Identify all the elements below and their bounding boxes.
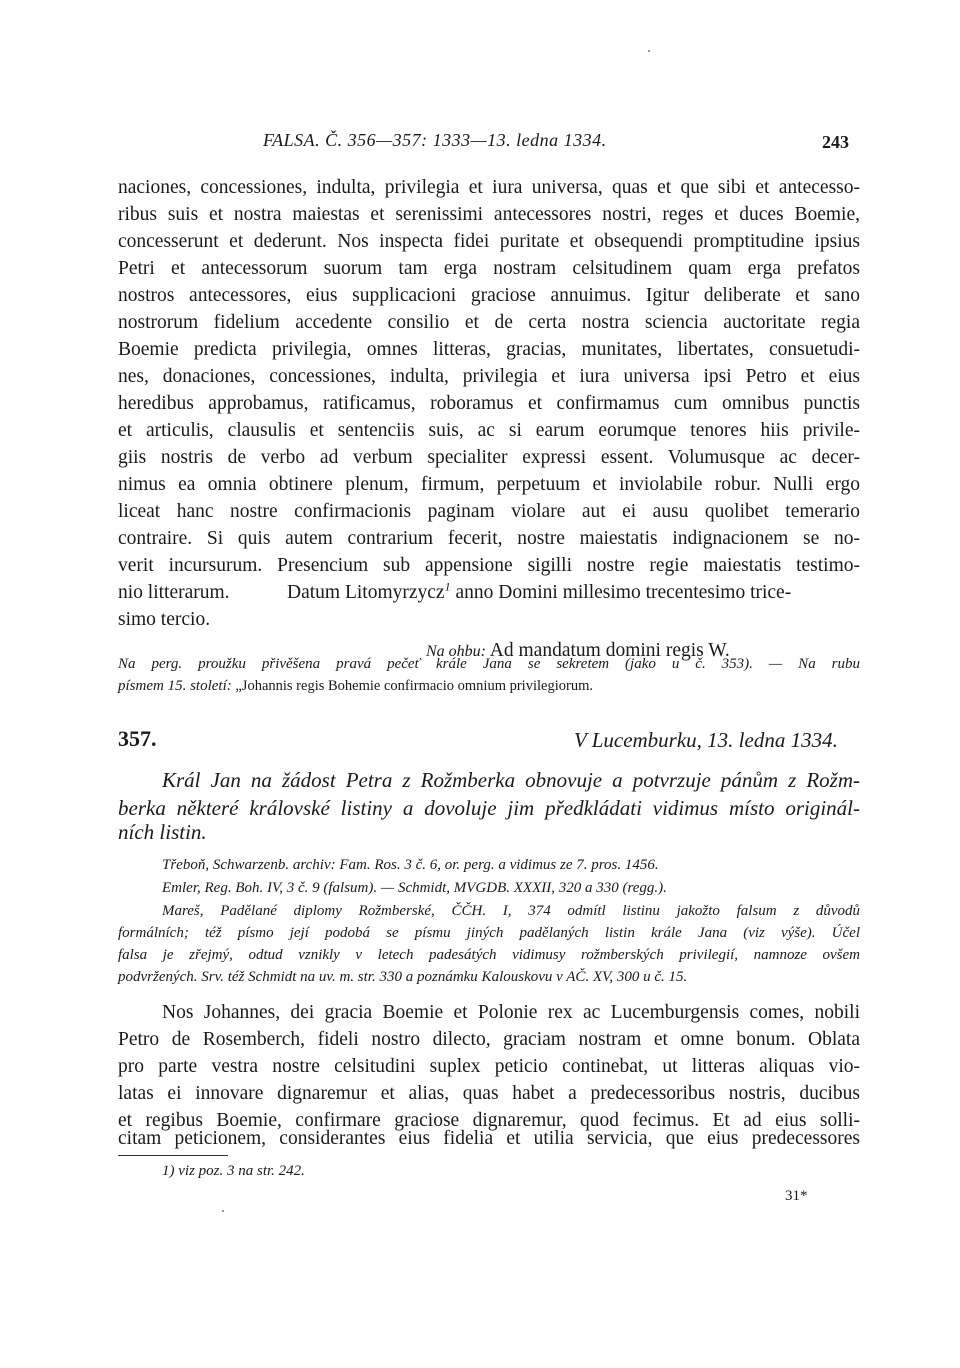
text-line: citam peticionem, considerantes eius fidelia et utilia servicia, que eius predecessores xyxy=(118,1128,860,1149)
paper-speck xyxy=(222,1210,224,1212)
paper-speck xyxy=(648,50,650,52)
dating-clause xyxy=(287,581,791,605)
footnote: 1) viz poz. 3 na str. 242. xyxy=(162,1163,305,1179)
source-line: Třeboň, Schwarzenb. archiv: Fam. Ros. 3 č. 6, or. perg. a vidimus ze 7. pros. 1456. xyxy=(162,857,659,873)
text-line: contraire. Si quis autem contrarium fecerit, nostre maiestatis indignacionem se no- xyxy=(118,528,860,549)
text-line: concesserunt et dederunt. Nos inspecta fidei puritate et obsequendi promptitudine ipsius xyxy=(118,231,860,252)
footnote-divider xyxy=(118,1155,228,1156)
summary-line: ních listin. xyxy=(118,820,207,844)
seal-note-italic: písmem 15. století: xyxy=(118,678,232,694)
text-line: nostrorum fidelium accedente consilio et de certa nostra sciencia auctoritate regia xyxy=(118,312,860,333)
text-line: nostros antecessores, eius supplicacioni graciose annuimus. Igitur deliberate et sano xyxy=(118,285,860,306)
text-line: nes, donaciones, concessiones, indulta, privilegia et iura universa ipsi Petro et eius xyxy=(118,366,860,387)
text-line: latas ei innovare dignaremur et alias, quas habet a predecessoribus nostris, ducibus xyxy=(118,1083,860,1104)
fold-note-label: Na ohbu: xyxy=(426,643,486,660)
text-line: et articulis, clausulis et sentenciis suis, ac si earum eorumque tenores hiis privile- xyxy=(118,420,860,441)
footnote-mark: 1 xyxy=(444,579,451,594)
document-place-date: V Lucemburku, 13. ledna 1334. xyxy=(574,728,838,752)
text-line: pro parte vestra nostre celsitudini suplex peticio continebat, ut litteras aliquas vio- xyxy=(118,1056,860,1077)
source-line: podvržených. Srv. též Schmidt na uv. m. str. 330 a poznámku Kalouskovu v AČ. XV, 300 u č. 15. xyxy=(118,969,688,985)
source-line: Mareš, Padělané diplomy Rožmberské, ČČH. I, 374 odmítl listinu jakožto falsum z důvodů xyxy=(162,903,860,919)
fold-note-text: Ad mandatum domini regis W. xyxy=(486,640,730,661)
text-line: Nos Johannes, dei gracia Boemie et Polonie rex ac Lucemburgensis comes, nobili xyxy=(162,1002,860,1023)
text-line: et regibus Boemie, confirmare graciose dignaremur, quod fecimus. Et ad eius solli- xyxy=(118,1110,860,1131)
source-line: falsa je zřejmý, odtud vznikly v letech padesátých vidimusy rožmberských privilegií, namnoze ovšem xyxy=(118,947,860,963)
summary-line: berka některé královské listiny a dovoluje jim předkládati vidimus místo originál- xyxy=(118,796,860,820)
seal-note-quote: „Johannis regis Bohemie confirmacio omnium privilegiorum. xyxy=(231,678,593,694)
dating-year: anno Domini millesimo trecentesimo trice- xyxy=(450,582,792,603)
page-number: 243 xyxy=(822,132,849,152)
dating-place: Datum Litomyrzycz xyxy=(287,582,445,603)
text-line: Boemie predicta privilegia, omnes litteras, gracias, munitates, libertates, consuetudi- xyxy=(118,339,860,360)
printer-signature-mark: 31* xyxy=(785,1188,808,1204)
text-line: naciones, concessiones, indulta, privilegia et iura universa, quas et que sibi et antecesso- xyxy=(118,177,860,198)
seal-note-line: Na perg. proužku přivěšena pravá pečeť krále Jana se sekretem (jako u č. 353). — Na rubu xyxy=(118,656,860,672)
running-header: FALSA. Č. 356—357: 1333—13. ledna 1334. xyxy=(263,130,607,150)
text-line: verit incursurum. Presencium sub appensione sigilli nostre regie maiestatis testimo- xyxy=(118,555,860,576)
document-number: 357. xyxy=(118,726,157,751)
source-line: Emler, Reg. Boh. IV, 3 č. 9 (falsum). — Schmidt, MVGDB. XXXII, 320 a 330 (regg.). xyxy=(162,880,667,896)
text-line: liceat hanc nostre confirmacionis paginam violare aut ei ausu quolibet temerario xyxy=(118,501,860,522)
text-line: heredibus approbamus, ratificamus, roboramus et confirmamus cum omnibus punctis xyxy=(118,393,860,414)
summary-line: Král Jan na žádost Petra z Rožmberka obnovuje a potvrzuje pánům z Rožm- xyxy=(162,768,860,792)
text-line: nimus ea omnia obtinere plenum, firmum, perpetuum et inviolabile robur. Nulli ergo xyxy=(118,474,860,495)
source-line: formálních; též písmo její podobá se písmu jiných padělaných listin krále Jana (viz výše). Účel xyxy=(118,925,860,941)
text-line: Petro de Rosemberch, fideli nostro dilecto, graciam nostram et omne bonum. Oblata xyxy=(118,1029,860,1050)
dating-left: nio litterarum. xyxy=(118,582,230,603)
dating-continuation: simo tercio. xyxy=(118,609,211,630)
text-line: ribus suis et nostra maiestas et serenissimi antecessores nostri, reges et duces Boemie, xyxy=(118,204,860,225)
text-line: giis nostris de verbo ad verbum specialiter expressi essent. Volumusque ac decer- xyxy=(118,447,860,468)
seal-note-line xyxy=(118,676,593,696)
text-line: Petri et antecessorum suorum tam erga nostram celsitudinem quam erga prefatos xyxy=(118,258,860,279)
